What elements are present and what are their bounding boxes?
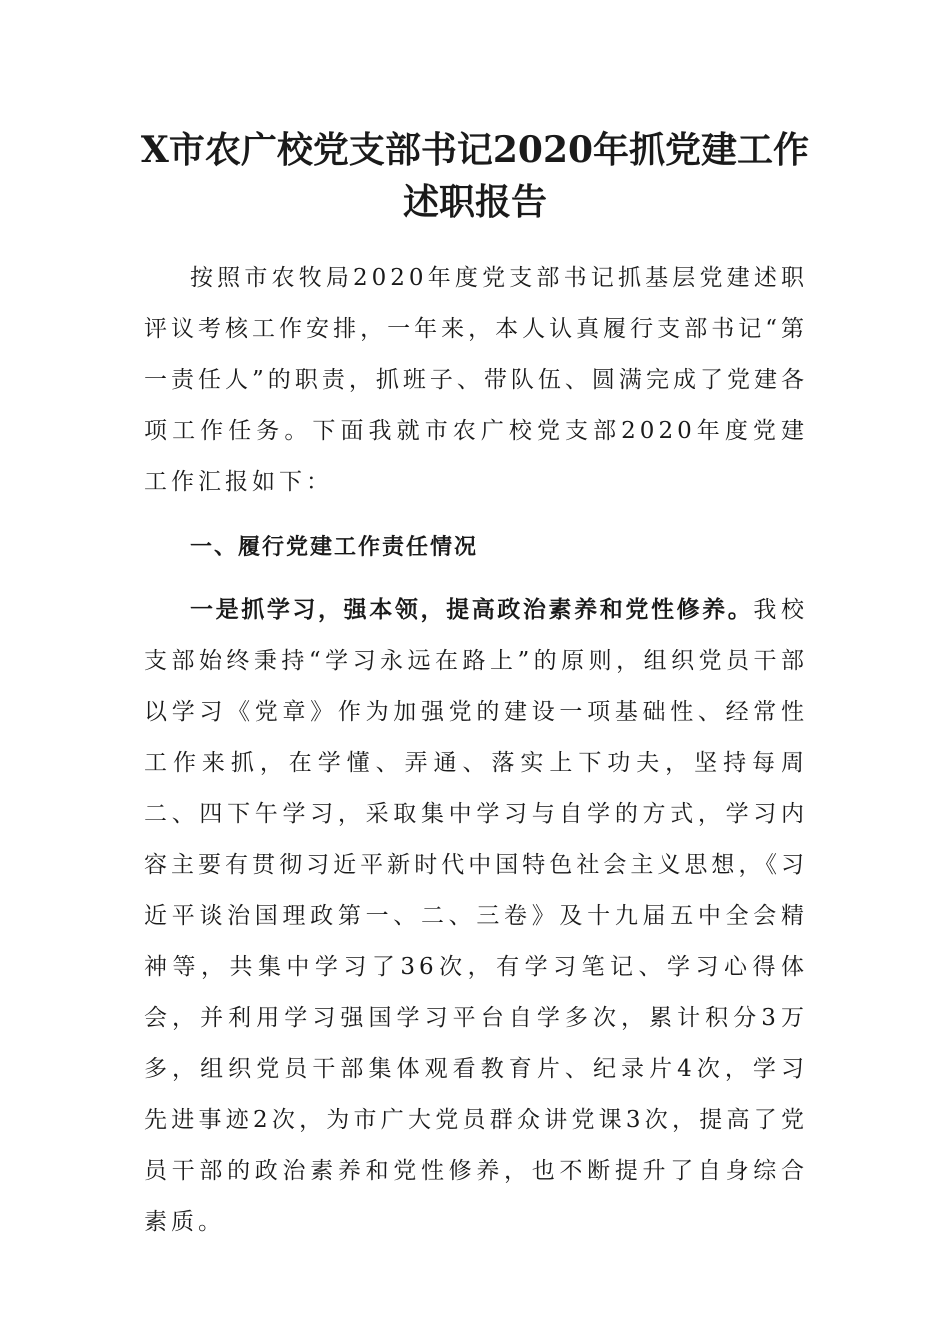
point-lead-sentence: 一是抓学习，强本领，提高政治素养和党性修养。 bbox=[190, 597, 754, 623]
title-line-2: 述职报告 bbox=[402, 181, 547, 223]
intro-paragraph: 按照市农牧局2020年度党支部书记抓基层党建述职评议考核工作安排，一年来，本人认真履行支部书记“第一责任人”的职责，抓班子、带队伍、圆满完成了党建各项工作任务。下面我就市农广校党支部2020年度党建工作汇报如下： bbox=[144, 265, 808, 495]
point-body-text: 我校支部始终秉持“学习永远在路上”的原则，组织党员干部以学习《党章》作为加强党的建设一项基础性、经常性工作来抓，在学懂、弄通、落实上下功夫，坚持每周二、四下午学习，采取集中学习与自学的方式，学习内容主要有贯彻习近平新时代中国特色社会主义思想，《习近平谈治国理政第一、二、三卷》及十九届五中全会精神等，共集中学习了36次，有学习笔记、学习心得体会，并利用学习强国学习平台自学多次，累计积分3万多，组织党员干部集体观看教育片、纪录片4次，学习先进事迹2次，为市广大党员群众讲党课3次，提高了党员干部的政治素养和党性修养，也不断提升了自身综合素质。 bbox=[144, 597, 809, 1235]
document-title bbox=[100, 124, 850, 228]
document-body bbox=[144, 253, 808, 1248]
section-heading: 一、履行党建工作责任情况 bbox=[190, 535, 479, 560]
title-line-1: X市农广校党支部书记2020年抓党建工作 bbox=[140, 129, 810, 171]
point-paragraph bbox=[144, 585, 808, 1248]
